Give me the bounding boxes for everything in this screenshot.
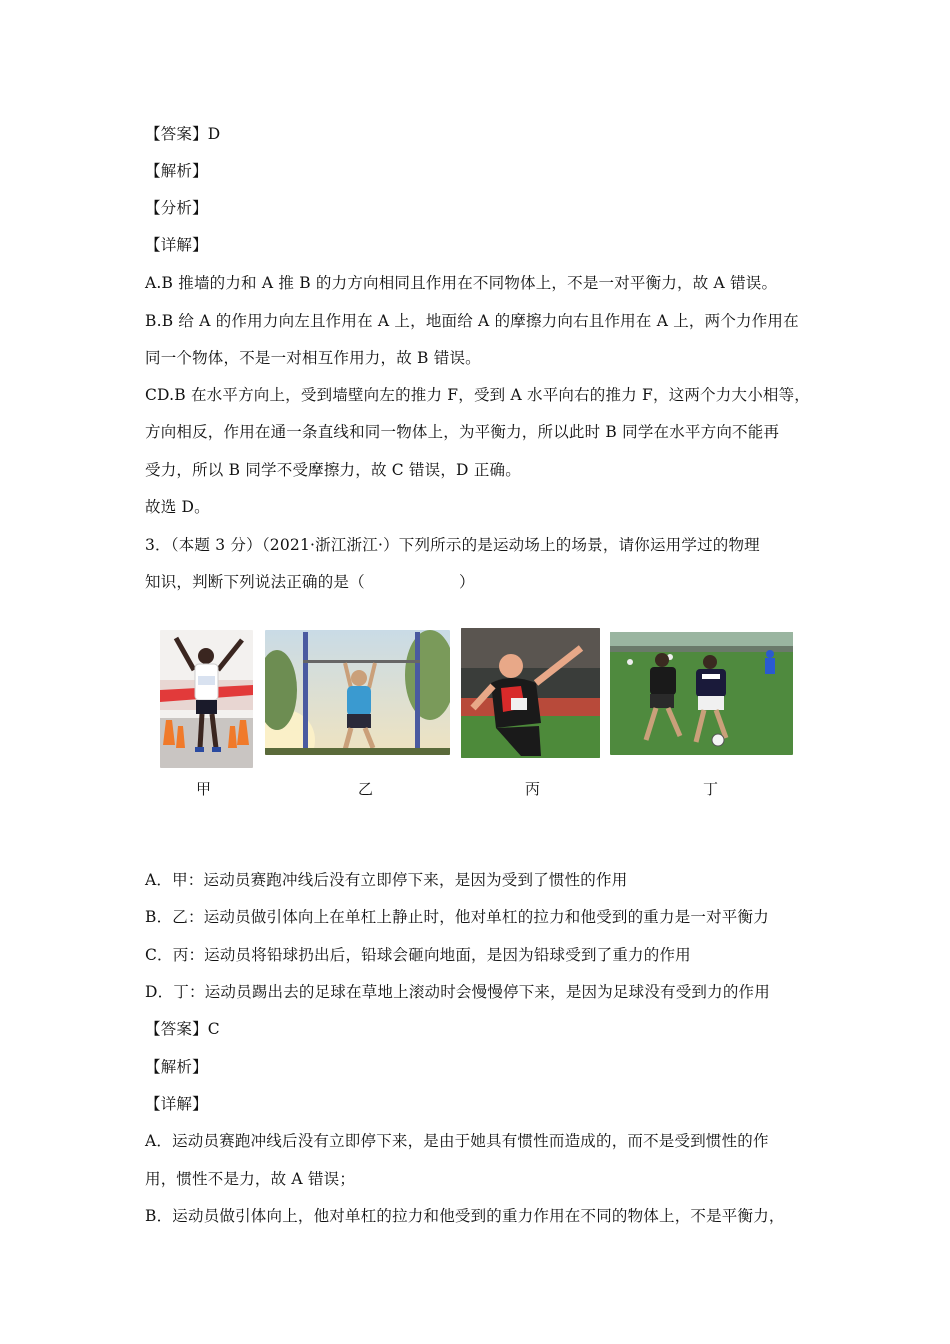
option-b: B．乙：运动员做引体向上在单杠上静止时，他对单杠的拉力和他受到的重力是一对平衡力 xyxy=(145,908,769,926)
analysis-label: 【解析】 xyxy=(145,1058,208,1076)
paragraph-line: 方向相反，作用在通一条直线和同一物体上，为平衡力，所以此时 B 同学在水平方向不能再 xyxy=(145,423,780,441)
analysis-label: 【解析】 xyxy=(145,162,208,180)
detail-label: 【详解】 xyxy=(145,236,208,254)
fenxi-label: 【分析】 xyxy=(145,199,208,217)
caption-bing: 丙 xyxy=(525,780,541,798)
option-a: A．甲：运动员赛跑冲线后没有立即停下来，是因为受到了惯性的作用 xyxy=(145,871,628,889)
caption-ding: 丁 xyxy=(703,780,719,798)
paragraph-line: 用，惯性不是力，故 A 错误； xyxy=(145,1170,356,1188)
answer-label: 【答案】C xyxy=(145,1020,220,1038)
shotput-image xyxy=(461,628,600,758)
paragraph-line: A.B 推墙的力和 A 推 B 的力方向相同且作用在不同物体上，不是一对平衡力，故 A 错误。 xyxy=(145,274,778,292)
paragraph-line: B．运动员做引体向上，他对单杠的拉力和他受到的重力作用在不同的物体上，不是平衡力， xyxy=(145,1207,785,1225)
conclusion-line: 故选 D。 xyxy=(145,498,210,516)
question-stem: 知识，判断下列说法正确的是（ ） xyxy=(145,573,475,591)
option-c: C．丙：运动员将铅球扔出后，铅球会砸向地面，是因为铅球受到了重力的作用 xyxy=(145,946,691,964)
paragraph-line: CD.B 在水平方向上，受到墙壁向左的推力 F，受到 A 水平向右的推力 F，这两个力大小相等， xyxy=(145,386,810,404)
option-d: D．丁：运动员踢出去的足球在草地上滚动时会慢慢停下来，是因为足球没有受到力的作用 xyxy=(145,983,770,1001)
pullup-image xyxy=(265,630,450,755)
paragraph-line: 同一个物体，不是一对相互作用力，故 B 错误。 xyxy=(145,349,481,367)
answer-label: 【答案】D xyxy=(145,125,221,143)
caption-yi: 乙 xyxy=(358,780,374,798)
paragraph-line: A．运动员赛跑冲线后没有立即停下来，是由于她具有惯性而造成的，而不是受到惯性的作 xyxy=(145,1132,769,1150)
paragraph-line: B.B 给 A 的作用力向左且作用在 A 上，地面给 A 的摩擦力向右且作用在 A 上，两个力作用在 xyxy=(145,312,799,330)
runner-image xyxy=(160,630,253,768)
detail-label: 【详解】 xyxy=(145,1095,208,1113)
sports-figure xyxy=(0,628,950,798)
caption-jia: 甲 xyxy=(196,780,212,798)
question-stem: 3．（本题 3 分）（2021·浙江浙江·）下列所示的是运动场上的场景，请你运用学过的物理 xyxy=(145,536,760,554)
football-image xyxy=(610,632,793,755)
paragraph-line: 受力，所以 B 同学不受摩擦力，故 C 错误，D 正确。 xyxy=(145,461,521,479)
